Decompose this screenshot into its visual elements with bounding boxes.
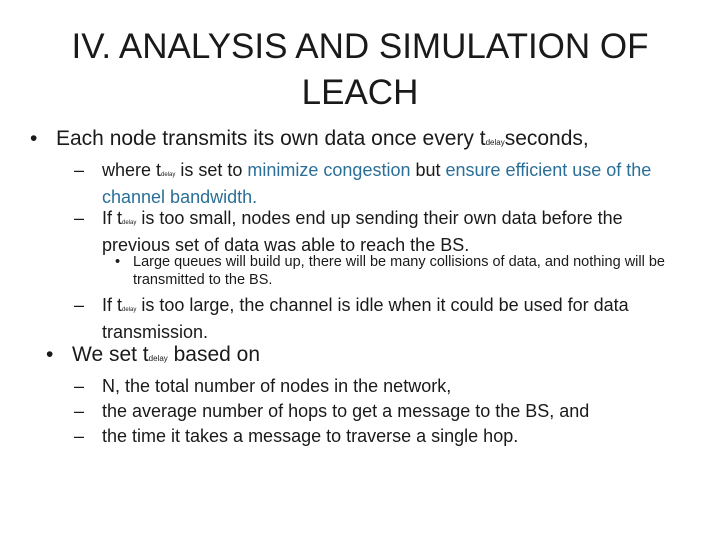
dash-marker: – — [74, 376, 85, 396]
subsubbullet-1b-i-text: Large queues will build up, there will be many collisions of data, and nothing will be transmitted to the BS. — [133, 254, 665, 288]
bullet-marker: • — [46, 343, 54, 366]
subbullet-1b-text: If tdelay is too small, nodes end up sending their own data before the previous set of data was able to reach the BS. — [102, 208, 623, 255]
bullet-2-text: We set tdelay based on — [72, 343, 261, 366]
subbullet-1a-text: where tdelay is set to minimize congestion but ensure efficient use of the channel bandwidth. — [102, 160, 652, 207]
list-item: the average number of hops to get a message to the BS, and — [102, 401, 590, 421]
accent-efficient-use: ensure efficient use of the channel bandwidth. — [102, 160, 652, 207]
slide-title: IV. ANALYSIS AND SIMULATION OF LEACH — [71, 27, 649, 112]
accent-minimize-congestion: minimize congestion — [247, 160, 411, 180]
bullet-marker: • — [115, 254, 121, 270]
dash-marker: – — [74, 401, 85, 421]
bullet-marker: • — [30, 127, 38, 150]
dash-marker: – — [74, 208, 85, 228]
dash-marker: – — [74, 295, 85, 315]
list-item: the time it takes a message to traverse a single hop. — [102, 426, 519, 446]
dash-marker: – — [74, 426, 85, 446]
bullet-1-text: Each node transmits its own data once every tdelayseconds, — [56, 127, 589, 150]
dash-marker: – — [74, 160, 85, 180]
list-item: N, the total number of nodes in the network, — [102, 376, 452, 396]
subbullet-1c-text: If tdelay is too large, the channel is idle when it could be used for data transmission. — [102, 295, 629, 342]
